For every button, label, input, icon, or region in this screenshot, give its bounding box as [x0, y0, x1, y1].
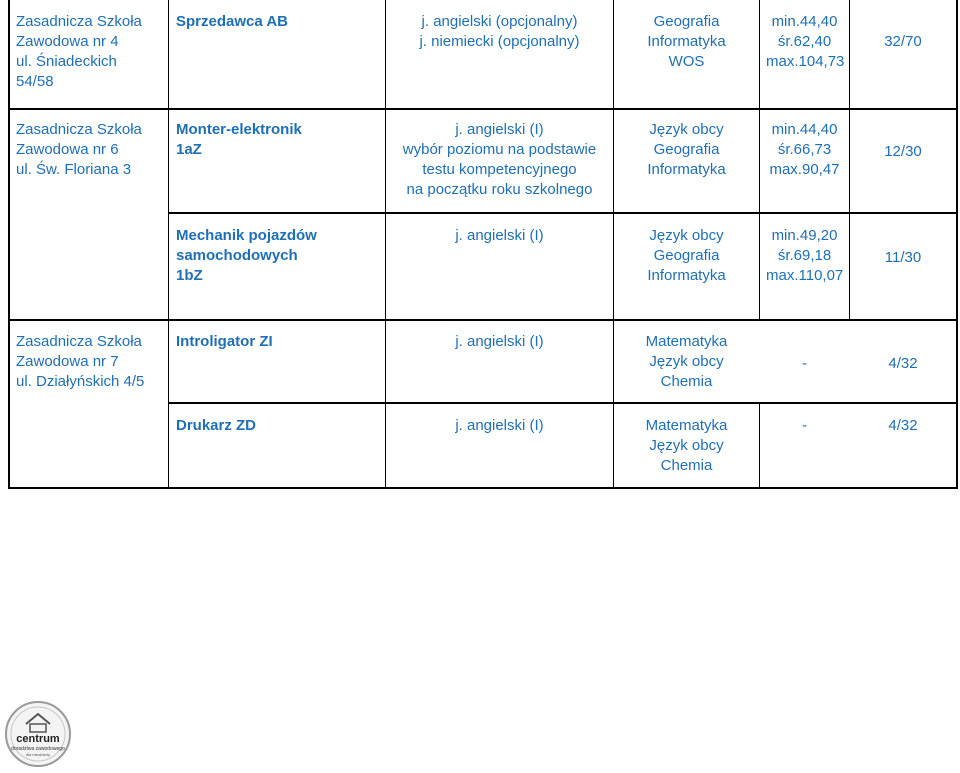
languages: j. angielski (I) wybór poziomu na podstawie testu kompetencyjnego na początku roku szkolnego — [402, 121, 597, 198]
languages: j. angielski (I) — [455, 417, 544, 434]
points-range: - — [802, 417, 807, 434]
places-count: 11/30 — [884, 249, 922, 266]
school-address: Zasadnicza Szkoła Zawodowa nr 7 ul. Działyńskich 4/5 — [16, 333, 145, 390]
profession-name: Drukarz ZD — [176, 417, 257, 434]
row-divider — [10, 108, 956, 110]
logo-tagline: doradztwa zawodowego — [11, 746, 65, 752]
subjects: Matematyka Język obcy Chemia — [645, 333, 728, 390]
places-count: 32/70 — [884, 33, 922, 50]
profession-name: Introligator ZI — [176, 333, 273, 350]
centrum-logo — [4, 700, 72, 768]
languages: j. angielski (I) — [455, 333, 544, 350]
row-divider — [168, 212, 956, 214]
subjects: Geografia Informatyka WOS — [647, 13, 726, 70]
points-range: min.49,20 śr.69,18 max.110,07 — [766, 227, 844, 284]
subjects: Język obcy Geografia Informatyka — [647, 227, 726, 284]
subjects: Język obcy Geografia Informatyka — [647, 121, 726, 178]
logo-name: centrum — [16, 733, 60, 745]
places-count: 4/32 — [888, 417, 918, 434]
profession-name: Mechanik pojazdów samochodowych 1bZ — [176, 227, 317, 284]
places-count: 4/32 — [888, 355, 918, 372]
profession-name: Monter-elektronik 1aZ — [176, 121, 302, 158]
languages: j. angielski (I) — [455, 227, 544, 244]
profession-name: Sprzedawca AB — [176, 13, 288, 30]
school-address: Zasadnicza Szkoła Zawodowa nr 4 ul. Śniadeckich 54/58 — [16, 13, 142, 90]
places-count: 12/30 — [884, 143, 922, 160]
row-divider — [10, 319, 956, 321]
row-divider — [168, 402, 956, 404]
logo-tagline-2: dla młodzieży — [25, 752, 51, 757]
points-range: min.44,40 śr.62,40 max.104,73 — [766, 13, 845, 70]
schools-table — [8, 0, 958, 489]
subjects: Matematyka Język obcy Chemia — [645, 417, 728, 474]
points-range: - — [802, 355, 807, 372]
school-address: Zasadnicza Szkoła Zawodowa nr 6 ul. Św. Floriana 3 — [16, 121, 142, 178]
column-divider — [168, 0, 169, 487]
points-range: min.44,40 śr.66,73 max.90,47 — [769, 121, 840, 178]
languages: j. angielski (opcjonalny) j. niemiecki (opcjonalny) — [419, 13, 580, 50]
